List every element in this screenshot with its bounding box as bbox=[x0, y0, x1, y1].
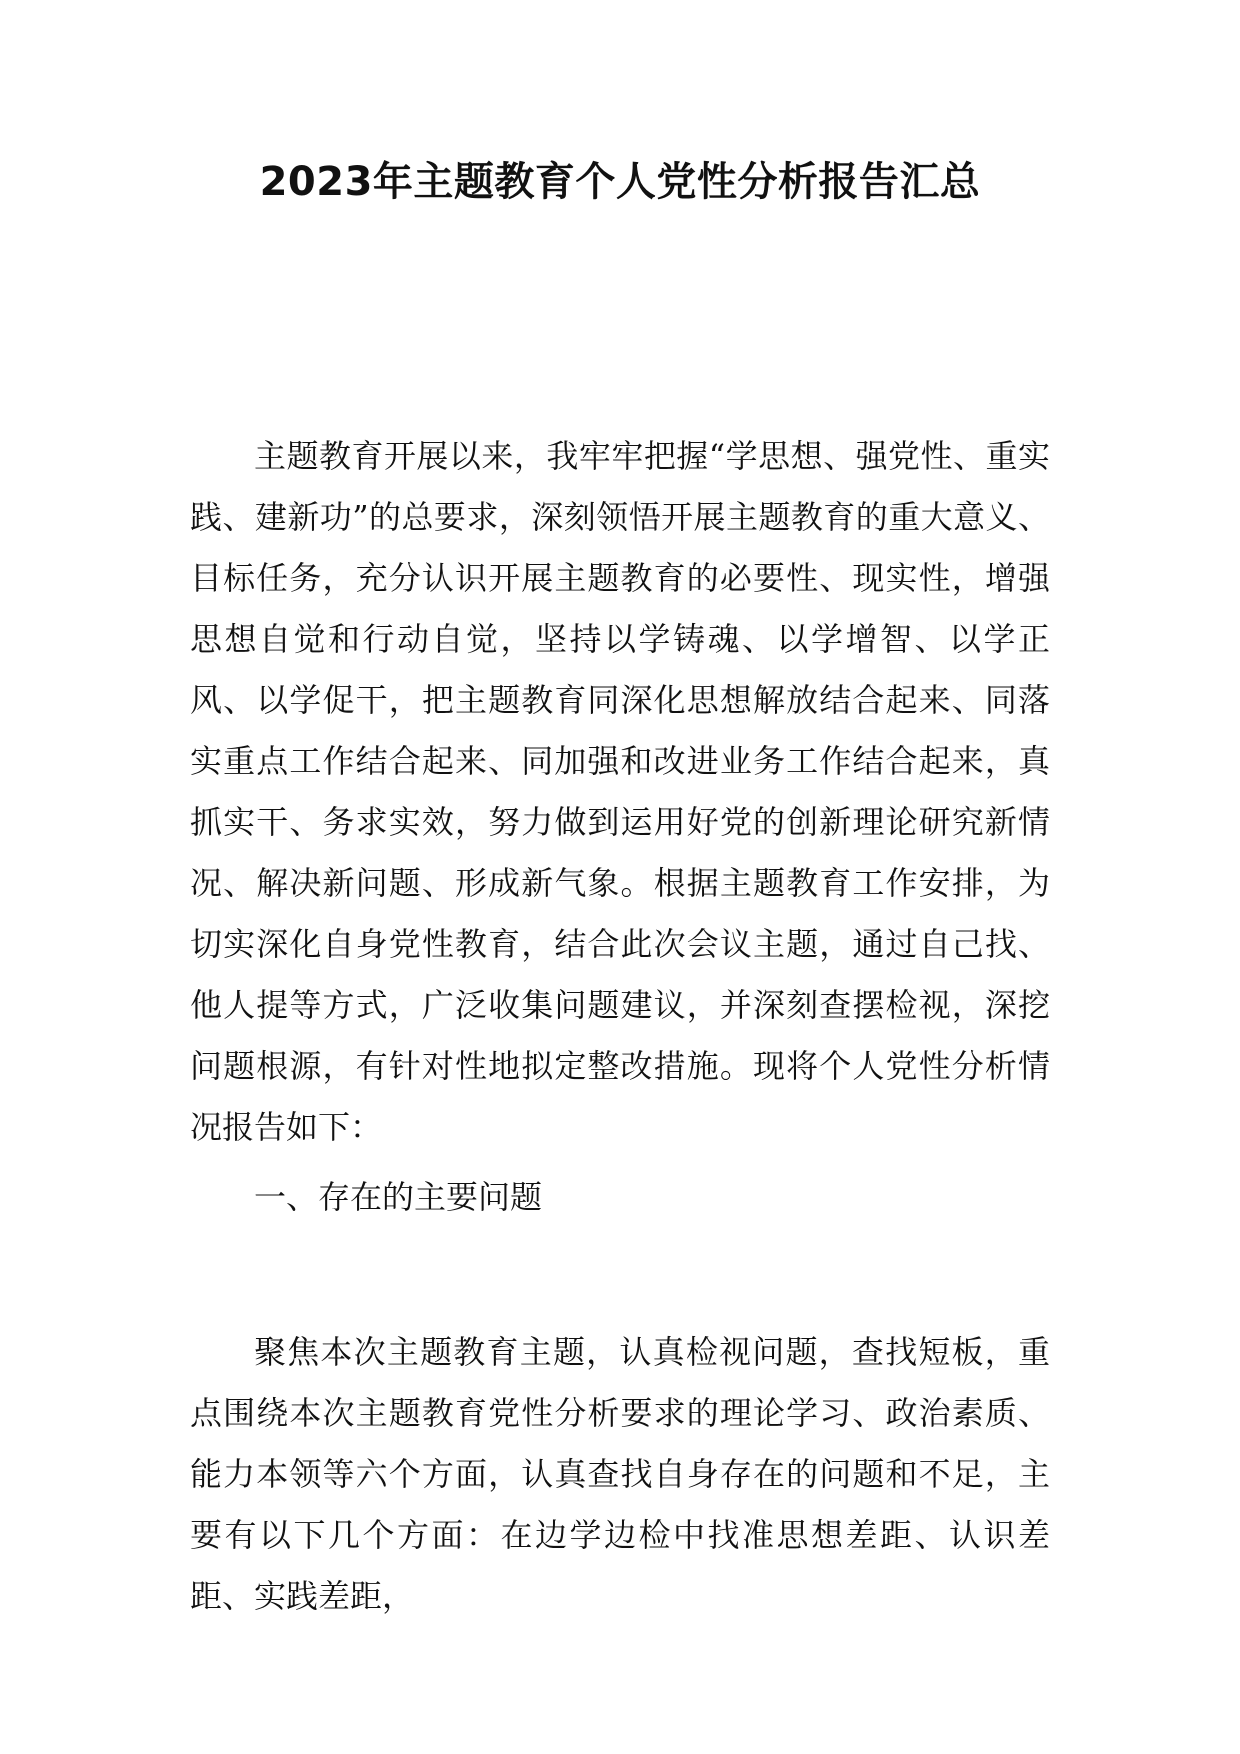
intro-paragraph: 主题教育开展以来，我牢牢把握“学思想、强党性、重实践、建新功”的总要求，深刻领悟开展主题教育的重大意义、目标任务，充分认识开展主题教育的必要性、现实性，增强思想自觉和行动自觉，坚持以学铸魂、以学增智、以学正风、以学促干，把主题教育同深化思想解放结合起来、同落实重点工作结合起来、同加强和改进业务工作结合起来，真抓实干、务求实效，努力做到运用好党的创新理论研究新情况、解决新问题、形成新气象。根据主题教育工作安排，为切实深化自身党性教育，结合此次会议主题，通过自己找、他人提等方式，广泛收集问题建议，并深刻查摆检视，深挖问题根源，有针对性地拟定整改措施。现将个人党性分析情况报告如下： bbox=[190, 437, 1050, 1146]
body-paragraph: 聚焦本次主题教育主题，认真检视问题，查找短板，重点围绕本次主题教育党性分析要求的理论学习、政治素质、能力本领等六个方面，认真查找自身存在的问题和不足，主要有以下几个方面：在边学边检中找准思想差距、认识差距、实践差距， bbox=[190, 1333, 1050, 1615]
document-title: 2023年主题教育个人党性分析报告汇总 bbox=[259, 159, 981, 205]
section-heading: 一、存在的主要问题 bbox=[254, 1178, 543, 1216]
